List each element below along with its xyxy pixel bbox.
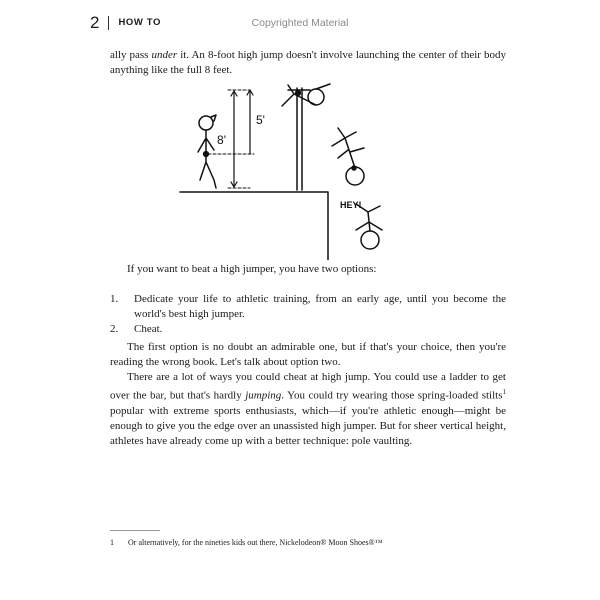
footnote xyxy=(110,538,383,548)
ground-ledge xyxy=(180,192,328,260)
footnote-text: Or alternatively, for the nineties kids out there, Nickelodeon® Moon Shoes®™ xyxy=(128,538,383,547)
opening-emphasis: under xyxy=(151,49,178,61)
standing-stick-figure xyxy=(198,115,216,188)
ways-emphasis: jumping xyxy=(245,389,282,402)
ways-text-b: . You could try wearing those spring-loaded stilts xyxy=(281,389,503,402)
paragraph-opening xyxy=(110,48,506,78)
label-5ft: 5' xyxy=(256,113,265,127)
high-jump-comic xyxy=(170,80,420,260)
paragraph-first-option xyxy=(110,340,506,370)
height-guides xyxy=(228,90,250,188)
high-jump-posts xyxy=(297,88,302,190)
option-text: Dedicate your life to athletic training, from an early age, until you become the world's best high jumper. xyxy=(134,293,506,320)
footnote-divider xyxy=(110,530,160,531)
ways-text-a: There are a lot of ways you could cheat at high jump. You could use a ladder to get over the bar, but that's hardly xyxy=(110,371,506,402)
list-item xyxy=(110,292,506,322)
tumbling-stick-figure xyxy=(332,128,364,185)
option-number: 2. xyxy=(110,323,119,335)
list-item xyxy=(110,322,506,337)
ways-text-c: popular with extreme sports enthusiasts, which—if you're athletic enough—might be enough to give you the edge over an unassisted high jumper. But for sheer vertical height, athletes have already come up with a better technique: pole vaulting. xyxy=(110,404,506,447)
jumper-over-bar xyxy=(282,84,330,106)
hey-exclamation: HEY! xyxy=(340,200,362,210)
label-8ft: 8' xyxy=(217,133,226,147)
opening-text-b: it. An 8-foot high jump doesn't involve launching the center of their body anything like the full 8 feet. xyxy=(110,49,506,76)
intro-text: If you want to beat a high jumper, you have two options: xyxy=(127,263,377,275)
page-number: 2 xyxy=(90,13,100,32)
copyright-watermark: Copyrighted Material xyxy=(251,17,349,29)
paragraph-cheating-ways xyxy=(110,370,506,449)
falling-stick-figure xyxy=(356,204,382,249)
paragraph-intro xyxy=(110,262,506,277)
opening-text-a: ally pass xyxy=(110,49,152,61)
option-text: Cheat. xyxy=(134,323,163,335)
first-option-text: The first option is no doubt an admirable one, but if that's your choice, then you're reading the wrong book. Let's talk about option two. xyxy=(110,341,506,368)
options-list xyxy=(110,292,506,337)
footnote-marker: 1 xyxy=(502,388,506,396)
section-title: HOW TO xyxy=(118,17,161,28)
footnote-number: 1 xyxy=(110,538,114,547)
option-number: 1. xyxy=(110,293,119,305)
